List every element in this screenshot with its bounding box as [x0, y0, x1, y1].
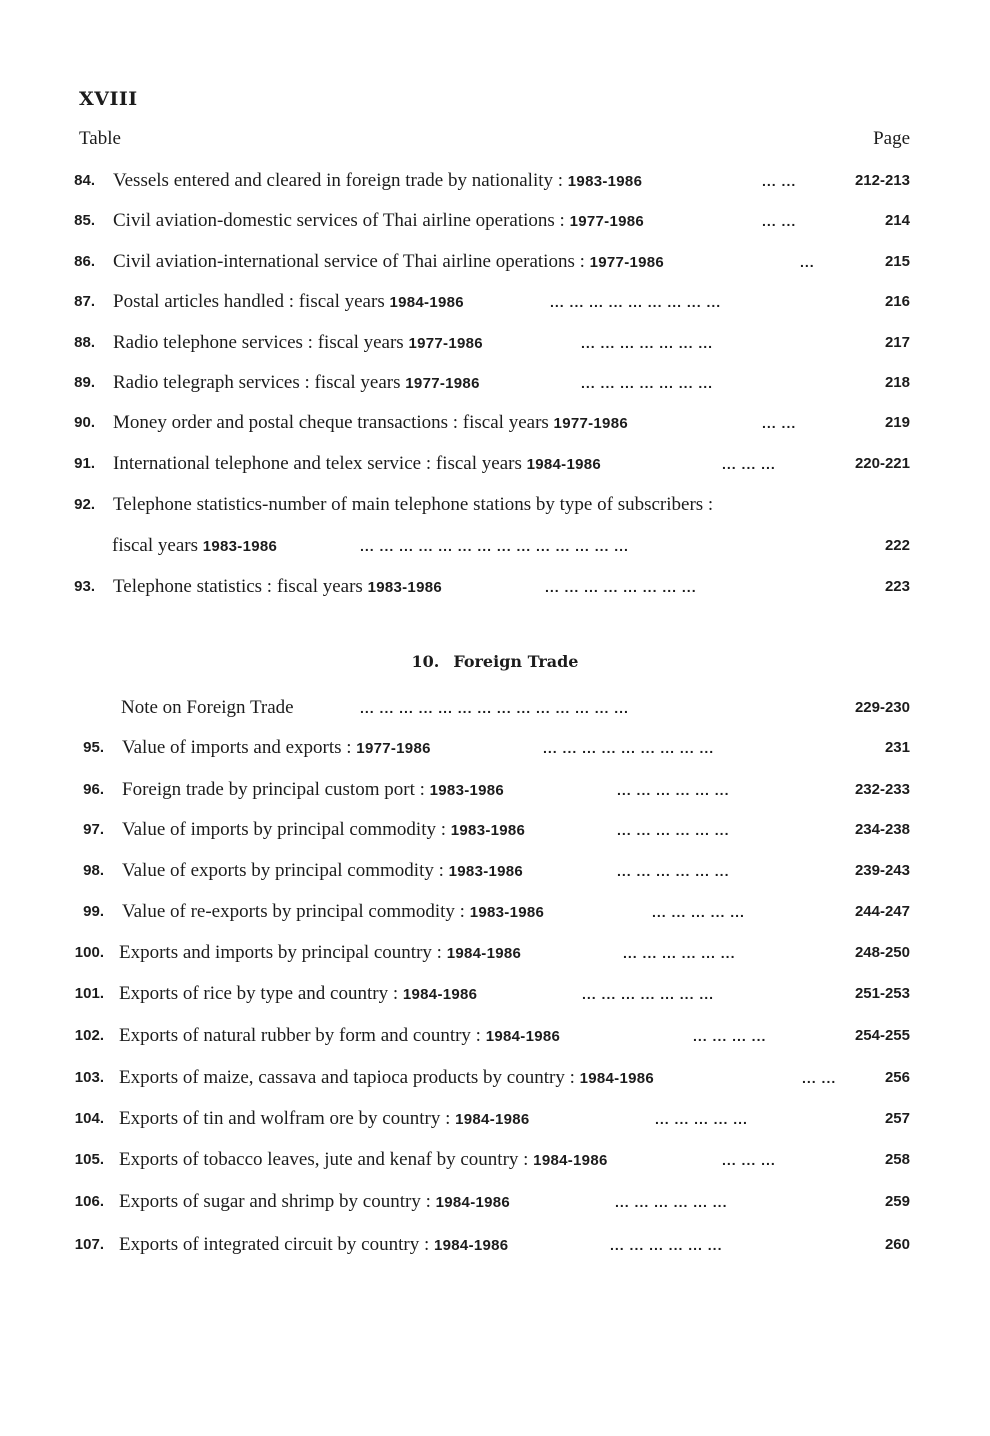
table-years: 1984-1986 [455, 1111, 530, 1128]
table-title-text: Exports of natural rubber by form and country : [119, 1025, 486, 1046]
dot-leader: ... ... ... ... ... [652, 904, 745, 920]
table-years: 1984-1986 [579, 1070, 655, 1087]
table-years: 1984-1986 [446, 945, 522, 962]
page-reference: 256 [884, 1069, 910, 1086]
page-reference: 218 [884, 374, 910, 391]
table-title-text: Civil aviation-domestic services of Thai airline operations : [113, 210, 570, 231]
dot-leader: ... ... [762, 415, 797, 431]
table-years: 1984-1986 [526, 456, 602, 473]
table-number: 93. [74, 578, 95, 595]
section-heading-number: 10. [411, 652, 440, 671]
table-years: 1984-1986 [485, 1028, 561, 1045]
page-reference: 232-233 [854, 781, 910, 798]
table-years: 1977-1986 [408, 335, 483, 352]
page-reference: 222 [884, 537, 910, 554]
table-number: 107. [74, 1236, 104, 1253]
table-years: 1984-1986 [435, 1194, 511, 1211]
table-number: 91. [74, 455, 95, 472]
toc-row [0, 695, 990, 721]
table-column-heading: Table [79, 128, 121, 149]
table-title-text: International telephone and telex service : fiscal years [113, 453, 527, 474]
table-years: 1983-1986 [469, 904, 545, 921]
toc-row [0, 451, 990, 477]
toc-row [0, 208, 990, 234]
table-title-text: Money order and postal cheque transactions : fiscal years [113, 412, 554, 433]
table-number: 95. [83, 739, 104, 756]
page-reference: 231 [884, 739, 910, 756]
page-reference: 257 [884, 1110, 910, 1127]
table-title-text: Radio telegraph services : fiscal years [113, 372, 406, 393]
page-reference: 216 [884, 293, 910, 310]
table-number: 87. [74, 293, 95, 310]
table-years: 1977-1986 [569, 213, 645, 230]
table-title [121, 695, 294, 721]
dot-leader: ... ... ... ... ... ... ... [581, 335, 714, 351]
table-number: 92. [74, 496, 95, 513]
table-years: 1984-1986 [434, 1237, 509, 1254]
table-title-text: Value of imports and exports : [122, 737, 357, 758]
page-reference: 217 [884, 334, 910, 351]
table-title-text: Telephone statistics-number of main telephone stations by type of subscribers : [113, 494, 714, 515]
table-title-text: Civil aviation-international service of Thai airline operations : [113, 251, 590, 272]
table-title [119, 1147, 608, 1174]
toc-row [0, 1023, 990, 1049]
dot-leader: ... ... ... ... ... ... ... ... ... ... ... ... ... ... [360, 538, 629, 554]
table-number: 85. [74, 212, 95, 229]
dot-leader: ... ... ... [722, 1152, 776, 1168]
table-number: 90. [74, 414, 95, 431]
table-title-text: Exports of integrated circuit by country : [119, 1234, 434, 1255]
toc-row [0, 533, 990, 559]
table-title-text: Vessels entered and cleared in foreign trade by nationality : [113, 170, 568, 191]
toc-row [0, 817, 990, 843]
dot-leader: ... ... ... ... ... ... ... ... ... ... ... ... ... ... [360, 700, 629, 716]
dot-leader: ... ... ... ... ... ... ... ... ... [550, 294, 722, 310]
toc-row [0, 1232, 990, 1258]
table-years: 1977-1986 [553, 415, 628, 432]
table-title-text: Postal articles handled : fiscal years [113, 291, 390, 312]
toc-row [0, 1147, 990, 1173]
table-years: 1983-1986 [567, 173, 643, 190]
table-title [119, 1065, 654, 1092]
page-reference: 229-230 [854, 699, 910, 716]
page-reference: 219 [884, 414, 910, 431]
table-number: 106. [74, 1193, 104, 1210]
table-title-text: fiscal years [112, 535, 203, 556]
table-title [113, 574, 442, 601]
table-title-text: Exports of sugar and shrimp by country : [119, 1191, 436, 1212]
table-title-text: Exports of maize, cassava and tapioca products by country : [119, 1067, 580, 1088]
table-number: 84. [74, 172, 95, 189]
dot-leader: ... ... ... ... [693, 1028, 767, 1044]
table-title-text: Telephone statistics : fiscal years [113, 576, 368, 597]
page-number: XVIII [79, 88, 138, 110]
table-years: 1983-1986 [450, 822, 526, 839]
toc-row [0, 574, 990, 600]
page-reference: 215 [884, 253, 910, 270]
table-title [122, 899, 544, 926]
table-years: 1983-1986 [429, 782, 505, 799]
table-title-text: Value of exports by principal commodity : [122, 860, 449, 881]
dot-leader: ... ... ... ... ... ... [617, 822, 730, 838]
table-title [119, 1106, 530, 1133]
page-reference: 223 [884, 578, 910, 595]
page-reference: 248-250 [854, 944, 910, 961]
toc-row [0, 940, 990, 966]
page-reference: 239-243 [854, 862, 910, 879]
page-reference: 258 [884, 1151, 910, 1168]
table-title [113, 249, 664, 276]
table-title-text: Exports of tin and wolfram ore by country : [119, 1108, 456, 1129]
table-title [113, 370, 480, 397]
table-title-text: Exports of rice by type and country : [119, 983, 403, 1004]
table-title-text: Radio telephone services : fiscal years [113, 332, 409, 353]
table-number: 104. [74, 1110, 104, 1127]
toc-row [0, 981, 990, 1007]
dot-leader: ... ... [762, 173, 797, 189]
table-years: 1984-1986 [533, 1152, 608, 1169]
page-reference: 251-253 [854, 985, 910, 1002]
table-number: 98. [83, 862, 104, 879]
dot-leader: ... ... ... ... ... [655, 1111, 748, 1127]
page-reference: 234-238 [854, 821, 910, 838]
toc-row [0, 330, 990, 356]
table-number: 105. [74, 1151, 104, 1168]
table-number: 99. [83, 903, 104, 920]
table-years: 1983-1986 [448, 863, 524, 880]
dot-leader: ... ... ... ... ... ... ... ... ... [543, 740, 715, 756]
table-number: 102. [74, 1027, 104, 1044]
table-title [122, 777, 504, 804]
dot-leader: ... ... ... ... ... ... [610, 1237, 723, 1253]
table-number: 88. [74, 334, 95, 351]
dot-leader: ... [800, 254, 815, 270]
page-reference: 259 [884, 1193, 910, 1210]
table-title [119, 981, 477, 1008]
table-number: 86. [74, 253, 95, 270]
table-title-text: Value of re-exports by principal commodity : [122, 901, 470, 922]
section-heading-title: Foreign Trade [453, 652, 579, 671]
table-years: 1983-1986 [367, 579, 442, 596]
table-years: 1977-1986 [405, 375, 480, 392]
dot-leader: ... ... [762, 213, 797, 229]
table-title-text: Note on Foreign Trade [121, 697, 294, 718]
table-title [113, 168, 642, 195]
toc-row [0, 370, 990, 396]
dot-leader: ... ... ... ... ... ... [615, 1194, 728, 1210]
table-number: 100. [74, 944, 104, 961]
table-title-text: Exports and imports by principal country : [119, 942, 447, 963]
table-number: 89. [74, 374, 95, 391]
table-title [113, 492, 713, 518]
toc-row [0, 168, 990, 194]
toc-row [0, 492, 990, 518]
table-years: 1984-1986 [402, 986, 478, 1003]
toc-row [0, 858, 990, 884]
dot-leader: ... ... ... [722, 456, 776, 472]
page-reference: 244-247 [854, 903, 910, 920]
table-number: 97. [83, 821, 104, 838]
page-reference: 220-221 [854, 455, 910, 472]
toc-row [0, 1189, 990, 1215]
toc-row [0, 289, 990, 315]
page-reference: 214 [884, 212, 910, 229]
table-title [122, 735, 431, 762]
dot-leader: ... ... ... ... ... ... [617, 782, 730, 798]
table-title [113, 451, 601, 478]
table-number: 103. [74, 1069, 104, 1086]
toc-row [0, 777, 990, 803]
dot-leader: ... ... ... ... ... ... ... [581, 375, 714, 391]
page-reference: 260 [884, 1236, 910, 1253]
dot-leader: ... ... [802, 1070, 837, 1086]
table-title [122, 817, 525, 844]
toc-row [0, 735, 990, 761]
toc-row [0, 1106, 990, 1132]
table-years: 1977-1986 [589, 254, 665, 271]
table-title-text: Exports of tobacco leaves, jute and kenaf by country : [119, 1149, 534, 1170]
table-title [119, 1023, 560, 1050]
table-number: 96. [83, 781, 104, 798]
table-title [113, 289, 464, 316]
page-column-heading: Page [873, 128, 910, 149]
table-years: 1984-1986 [389, 294, 464, 311]
table-title [119, 940, 521, 967]
table-title [112, 533, 277, 560]
dot-leader: ... ... ... ... ... ... ... [582, 986, 715, 1002]
table-title [113, 410, 628, 437]
table-title [122, 858, 523, 885]
table-title [113, 330, 483, 357]
table-number: 101. [74, 985, 104, 1002]
page-reference: 254-255 [854, 1027, 910, 1044]
dot-leader: ... ... ... ... ... ... [617, 863, 730, 879]
toc-row [0, 410, 990, 436]
table-years: 1983-1986 [202, 538, 278, 555]
table-title [113, 208, 644, 235]
toc-row [0, 249, 990, 275]
page-reference: 212-213 [854, 172, 910, 189]
toc-row [0, 1065, 990, 1091]
dot-leader: ... ... ... ... ... ... ... ... [545, 579, 697, 595]
dot-leader: ... ... ... ... ... ... [623, 945, 736, 961]
table-title-text: Value of imports by principal commodity : [122, 819, 451, 840]
table-years: 1977-1986 [356, 740, 431, 757]
table-title [119, 1189, 510, 1216]
table-title-text: Foreign trade by principal custom port : [122, 779, 430, 800]
table-title [119, 1232, 508, 1259]
toc-row [0, 899, 990, 925]
